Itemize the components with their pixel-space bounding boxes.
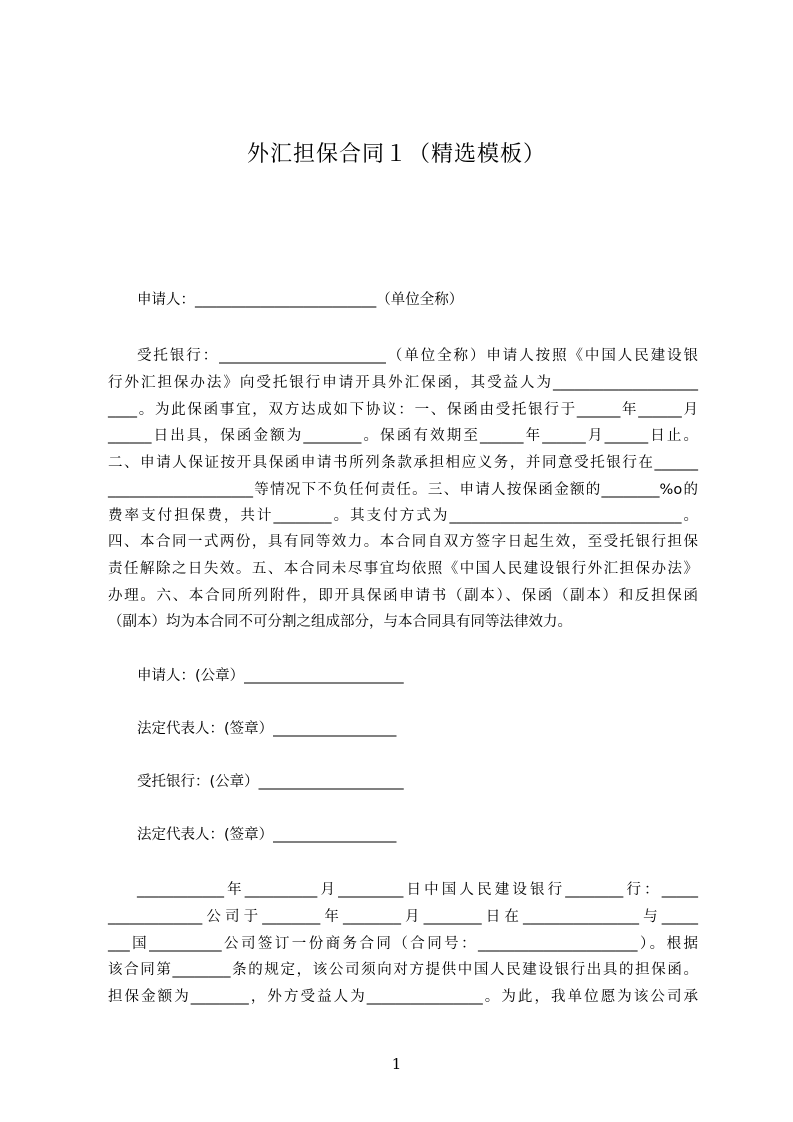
paragraph-line: 费率支付担保费，共计________。其支付方式为________________________________。 (108, 508, 698, 524)
document-title: 外汇担保合同１（精选模板） (246, 142, 546, 167)
paragraph-line: 二、申请人保证按开具保函申请书所列条款承担相应义务，并同意受托银行在______ (108, 455, 698, 471)
paragraph-line: 行外汇担保办法》向受托银行申请开具外汇保函，其受益人为____________________ (108, 375, 698, 391)
paragraph-line: ____。为此保函事宜，双方达成如下协议：一、保函由受托银行于______年______月 (108, 402, 698, 418)
signature-line-legal-rep: 法定代表人：(签章）_________________ (137, 721, 397, 737)
paragraph-line: 受托银行：_______________________（单位全称）申请人按照《中国人民建设银 (137, 348, 698, 364)
signature-line-applicant: 申请人：(公章）______________________ (137, 668, 404, 684)
page-number: 1 (391, 1055, 402, 1073)
signature-line-bank-legal-rep: 法定代表人：(签章）_________________ (137, 827, 397, 843)
paragraph-line: ___国__________公司签订一份商务合同（合同号：______________________）。根据 (108, 936, 698, 952)
applicant-line: 申请人：_________________________（单位全称） (137, 292, 464, 308)
paragraph-line: 办理。六、本合同所列附件，即开具保函申请书（副本）、保函（副本）和反担保函 (108, 588, 698, 604)
paragraph-line: 该合同第________条的规定，该公司须向对方提供中国人民建设银行出具的担保函。 (108, 962, 698, 978)
paragraph-line: 担保金额为________，外方受益人为________________。为此，我单位愿为该公司承 (108, 989, 698, 1005)
signature-line-bank: 受托银行：(公章）____________________ (137, 774, 404, 790)
paragraph-line: （副本）均为本合同不可分割之组成部分，与本合同具有同等法律效力。 (108, 614, 572, 630)
paragraph-line: ______日出具，保函金额为________。保函有效期至______年______月______日止。 (108, 428, 698, 444)
paragraph-line: _____________公司于________年________月________日在________________与_____ (108, 909, 698, 925)
paragraph-line: 责任解除之日失效。五、本合同未尽事宜均依照《中国人民建设银行外汇担保办法》 (108, 561, 698, 577)
paragraph-line: 四、本合同一式两份，具有同等效力。本合同自双方签字日起生效，至受托银行担保 (108, 534, 698, 550)
paragraph-line: ____________________等情况下不负任何责任。三、申请人按保函金额的________%o的 (108, 482, 698, 498)
paragraph-line: ____________年__________月_________日中国人民建设银行________行：_____ (137, 882, 698, 898)
